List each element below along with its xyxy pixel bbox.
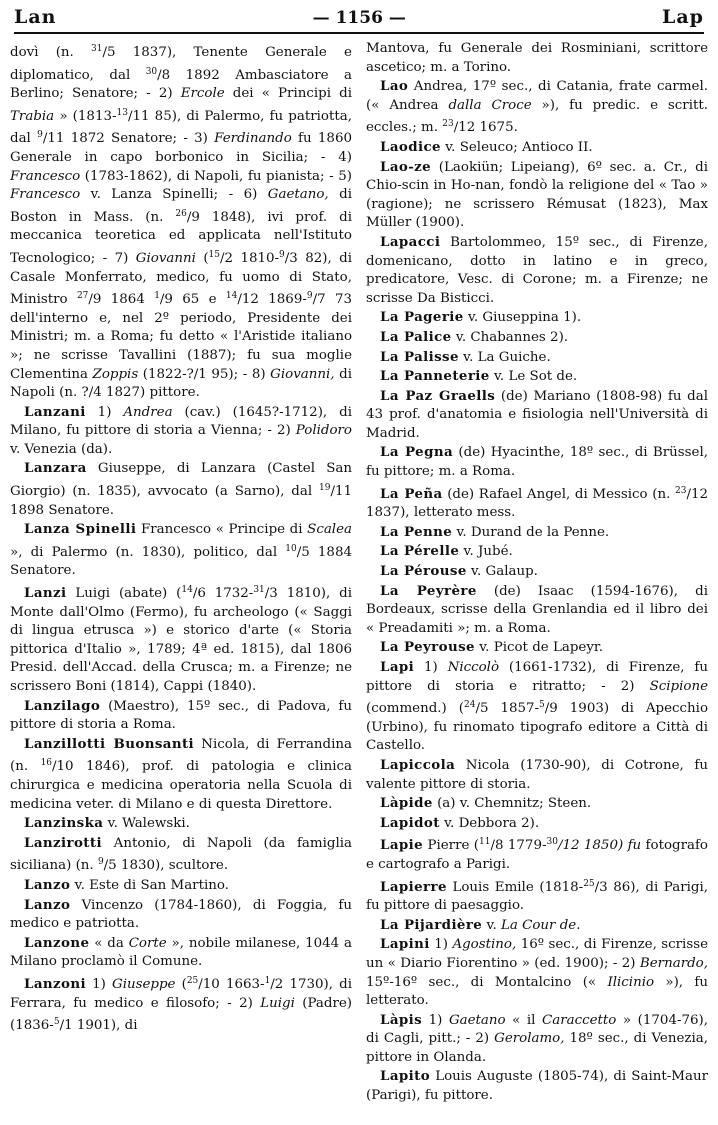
entry-text: 1) (414, 660, 448, 675)
entry-text: Andrea, 17º sec., di Catania, frate carmel. (« Andrea (366, 79, 708, 113)
entry-text: dovì (n. (10, 45, 92, 60)
headword: La Panneterie (380, 368, 490, 385)
headword: La Pérouse (380, 563, 467, 580)
entry-text: /9 1864 (88, 292, 155, 308)
left-column (10, 40, 352, 1106)
entry-text: v. Le Sot de. (489, 369, 578, 385)
entry-text: »), fu predic. e scritt. eccles.; m. (366, 97, 709, 136)
entry-text: Louis Auguste (1805-74), di Saint-Maur (Parigi), fu pittore. (366, 1069, 708, 1104)
entry-text: (de) Rafael Angel, di Messico (n. (442, 486, 675, 502)
headword: La Pérelle (380, 543, 460, 560)
dictionary-entry (366, 138, 708, 158)
dictionary-entry (366, 833, 708, 874)
entry-text: 15º-16º sec., di Montalcino (« (366, 974, 608, 990)
dictionary-entry (10, 697, 352, 735)
entry-text: Bartolommeo, 15º sec., di Firenze, domenicano, dotto in latino e in greco, predicatore, Vesc. di Corone; m. a Firenze; ne scrisse Da Bisticci. (366, 234, 708, 306)
entry-italic-text: Luigi (260, 995, 295, 1011)
headword: Lanzani (24, 403, 86, 420)
superscript: 1 (264, 975, 271, 986)
headword: Lapie (380, 837, 424, 854)
superscript: 15 (208, 249, 220, 260)
superscript: 26 (175, 208, 187, 219)
superscript: 16 (40, 758, 53, 769)
entry-text: (1661-1732), di Firenze, fu pittore di storia e ritratto; - 2) (366, 660, 708, 694)
superscript: 9 (97, 857, 104, 868)
entry-text: /8 1779- (490, 838, 547, 854)
entry-text: « da (89, 935, 129, 951)
headword: La Paz Graells (380, 387, 496, 404)
entry-text: v. Lanza Spinelli; - 6) (80, 187, 268, 203)
entry-text: (cav.) (1645?-1712), di Milano, fu pittore di storia a Vienna; - 2) (10, 404, 352, 439)
entry-text: (Padre) (1836- (10, 995, 352, 1034)
page-number: — 1156 — (312, 8, 406, 28)
dictionary-entry (366, 756, 708, 794)
entry-text: (de) Mariano (1808-98) fu dal 43 prof. d'anatomia e fisiologia nell'Università di Madrid. (366, 388, 708, 441)
entry-text: 1) (86, 976, 112, 992)
headword: Lanzone (24, 934, 90, 951)
entry-italic-text: Polidoro (295, 423, 352, 439)
entry-text: v. Chabannes 2). (451, 329, 569, 345)
entry-text: /3 86), di Parigi, fu pittore di paesaggio. (366, 879, 708, 914)
entry-italic-text: Zoppis (92, 366, 139, 382)
headword: Lanzara (24, 460, 87, 477)
headword: Lao-ze (380, 158, 432, 175)
headword: Lapiccola (380, 756, 456, 773)
dictionary-entry (366, 794, 708, 814)
headword: La Pijardière (380, 916, 483, 933)
entry-text: Luigi (abate) ( (66, 586, 182, 602)
entry-text: /9 1848), ivi prof. di meccanica teoretica ed applicata nell'Istituto Tecnologico; - 7) (10, 209, 352, 266)
entry-text: Francesco « Principe di (136, 522, 308, 538)
dictionary-entry (366, 1011, 708, 1068)
headword: Làpide (380, 795, 433, 812)
headword: La Palisse (380, 348, 459, 365)
dictionary-entry (366, 328, 708, 348)
entry-text: ( (175, 976, 187, 992)
entry-text: v. Jubé. (459, 544, 513, 560)
superscript: 25 (583, 878, 595, 889)
dictionary-entry (10, 520, 352, 581)
entry-text: v. Este di San Martino. (70, 877, 229, 893)
entry-text: » (1704-76), di Cagli, pitt.; - 2) (366, 1012, 709, 1047)
entry-italic-text: Gerolamo, (494, 1031, 565, 1047)
entry-text: Vincenzo (1784-1860), di Foggia, fu medico e patriotta. (10, 897, 352, 932)
dictionary-entry (10, 972, 352, 1036)
superscript: 14 (225, 291, 238, 302)
entry-text: Nicola, di Ferrandina (n. (10, 736, 353, 775)
entry-text: /12 1837), letterato mess. (366, 486, 708, 521)
entry-italic-text: Bernardo, (639, 955, 708, 971)
headword: Lanzirotti (24, 834, 102, 851)
entry-text: /3 82), di Casale Monferrato, medico, fu uomo di Stato, Ministro (10, 250, 353, 308)
entry-text: (a) v. Chemnitz; Steen. (432, 796, 592, 812)
dictionary-entry (366, 482, 708, 523)
entry-italic-text: Ferdinando (214, 131, 292, 147)
entry-text: (de) Hyacinthe, 18º sec., di Brüssel, fu pittore; m. a Roma. (366, 445, 708, 480)
headword: Lapini (380, 936, 430, 953)
dictionary-entry (366, 916, 708, 936)
entry-italic-text: Ercole (180, 86, 225, 102)
entry-italic-text: Giuseppe (112, 976, 176, 992)
entry-text: 16º sec., di Firenze, scrisse un « Diario Fiorentino » (ed. 1900); - 2) (366, 937, 709, 971)
headword: Lanzo (24, 876, 71, 893)
entry-italic-text: Agostino, (452, 937, 517, 953)
headword: La Pegna (380, 444, 454, 461)
entry-text: v. Picot de Lapeyr. (474, 640, 604, 656)
dictionary-entry (366, 582, 708, 639)
superscript: 31 (253, 585, 265, 596)
entry-text: /2 1810- (220, 250, 280, 266)
entry-text: fu 1860 Generale in capo borbonico in Sicilia; - 4) (10, 131, 352, 165)
headword: Lanzillotti Buonsanti (24, 735, 195, 752)
entry-text: /5 1857- (475, 701, 540, 717)
entry-italic-text: Gaetano (448, 1012, 506, 1028)
headword: Lapito (380, 1068, 431, 1085)
entry-text: (Laokiün; Lipeiang), 6º sec. a. Cr., di Chio-scin in Ho-nan, fondò la religione del « Tao » (ragione); ne scrissero Rémusat (1823), Max Müller (1900). (366, 159, 708, 231)
dictionary-entry (366, 875, 708, 916)
entry-text: dei « Principi di (224, 86, 352, 102)
headword: Lapidot (380, 814, 440, 831)
entry-text: /10 1663- (198, 976, 265, 992)
entry-text: /9 65 e (159, 292, 226, 308)
entry-text: /6 1732- (192, 586, 254, 602)
entry-italic-text: Francesco (10, 187, 81, 203)
dictionary-entry (366, 542, 708, 562)
headword: La Peyrère (380, 582, 477, 599)
superscript: 10 (285, 543, 297, 554)
headword: Lanza Spinelli (24, 521, 137, 538)
entry-text: v. Venezia (da). (10, 441, 113, 457)
entry-italic-text: Gaetano, (267, 187, 329, 203)
entry-text: (Maestro), 15º sec., di Padova, fu pittore di storia a Roma. (10, 698, 352, 733)
headword: Làpis (380, 1011, 423, 1028)
entry-text: /5 1830), scultore. (103, 858, 229, 874)
entry-italic-text: Ilicinio (607, 974, 655, 990)
entry-text: 1) (85, 404, 124, 420)
entry-italic-text: Trabia (10, 108, 55, 124)
dictionary-entry (366, 233, 708, 308)
entry-italic-text: Andrea (123, 404, 173, 420)
headword: Lapi (380, 659, 415, 675)
dictionary-entry (366, 1067, 708, 1105)
dictionary-entry (366, 523, 708, 543)
dictionary-entry (10, 876, 352, 896)
entry-italic-text: La Cour de. (500, 917, 581, 933)
entry-text: (de) Isaac (1594-1676), di Bordeaux, scrisse della Grenlandia ed il libro dei « Preadamiti »; m. a Roma. (366, 583, 708, 636)
entry-text: « il (505, 1012, 542, 1028)
entry-italic-text: Giovanni (135, 250, 196, 266)
dictionary-entry (366, 77, 708, 138)
superscript: 9 (37, 130, 43, 141)
entry-italic-text: dalla Croce (448, 97, 532, 113)
entry-text: 18º sec., di Venezia, pittore in Olanda. (366, 1031, 708, 1065)
entry-italic-text: Niccolò (447, 660, 500, 675)
dictionary-entry (366, 658, 708, 756)
headword: Lao (380, 78, 409, 95)
superscript: 24 (463, 700, 476, 711)
headword: Lanzilago (24, 697, 101, 714)
entry-continuation (366, 40, 708, 77)
headword: Laodice (380, 138, 441, 155)
dictionary-entry (366, 935, 708, 1010)
dictionary-entry (366, 158, 708, 233)
headword: La Peyrouse (380, 639, 475, 656)
dictionary-entry (10, 735, 352, 814)
entry-text: v. Galaup. (466, 564, 538, 580)
entry-text: /8 1892 Ambasciatore a Berlino; Senatore; - 2) (10, 67, 352, 102)
entry-text: /11 1872 Senatore; - 3) (42, 131, 215, 147)
entry-text: /2 1730), di Ferrara, fu medico e filosofo; - 2) (10, 976, 352, 1011)
headword: Lanzinska (24, 815, 104, 832)
superscript: 5 (539, 700, 545, 711)
entry-text: », nobile milanese, 1044 a Milano proclamò il Comune. (10, 935, 352, 970)
entry-text: Antonio, di Napoli (da famiglia siciliana) (n. (10, 835, 352, 874)
headword: La Palice (380, 328, 452, 345)
dictionary-entry (366, 443, 708, 481)
dictionary-entry (366, 348, 708, 368)
entry-text: /7 73 dell'interno e, nel 2º periodo, Presidente dei Ministri; m. a Roma; fu detto « l'Aristide italiano »; ne scrisse Tavallini (1887); fu sua moglie Clementina (10, 292, 353, 382)
superscript: 9 (279, 249, 285, 260)
dictionary-entry (10, 834, 352, 876)
entry-text: Nicola (1730-90), di Cotrone, fu valente pittore di storia. (366, 757, 708, 792)
entry-text: /10 1846), prof. di patologia e clinica chirurgica e medicina operatoria nella Scuola di medicina veter. di Milano e di questa Direttore. (10, 759, 352, 812)
superscript: 23 (442, 119, 454, 130)
entry-text: 1) (422, 1012, 449, 1028)
entry-text: Pierre ( (423, 838, 480, 854)
entry-text: v. Seleuco; Antioco II. (440, 139, 593, 155)
dictionary-entry (10, 896, 352, 934)
dictionary-entry (366, 638, 708, 658)
superscript: 9 (306, 291, 313, 302)
entry-text: (1783-1862), di Napoli, fu pianista; - 5) (80, 168, 352, 184)
headword: Lanzoni (24, 975, 86, 992)
entry-text: 1) (429, 937, 453, 953)
entry-text: v. Giuseppina 1). (463, 310, 582, 326)
entry-italic-text: Corte (128, 935, 167, 951)
entry-italic-text: Francesco (10, 168, 81, 184)
entry-text: » (1813- (54, 108, 117, 124)
right-column (366, 40, 708, 1106)
superscript: 11 (479, 837, 491, 848)
entry-italic-text: Caraccetto (542, 1012, 617, 1028)
superscript: 30 (145, 66, 158, 77)
entry-text: /11 1898 Senatore. (10, 484, 352, 518)
entry-text: », di Palermo (n. 1830), politico, dal (10, 544, 286, 560)
headword: La Pagerie (380, 309, 464, 326)
superscript: 25 (186, 975, 199, 986)
superscript: 23 (674, 485, 687, 496)
dictionary-entry (10, 459, 352, 520)
entry-text: Louis Emile (1818- (446, 879, 584, 895)
entry-text: v. (482, 917, 501, 933)
superscript: 27 (76, 291, 89, 302)
superscript: 19 (318, 483, 331, 494)
entry-text: v. Durand de la Penne. (452, 524, 610, 540)
entry-text: /9 1903) di Apecchio (Urbino), fu rinomato tipografo editore a Città di Castello. (366, 701, 709, 754)
superscript: 1 (154, 291, 160, 302)
superscript: 5 (53, 1017, 60, 1028)
superscript: 13 (116, 107, 128, 118)
superscript: 14 (181, 585, 193, 596)
dictionary-entry (10, 814, 352, 834)
headword: Lapacci (380, 233, 441, 250)
headword: Lanzo (24, 896, 71, 913)
entry-text: /5 1884 Senatore. (10, 544, 352, 579)
entry-italic-text: Scalea (307, 522, 352, 538)
entry-text: v. Walewski. (103, 816, 190, 832)
entry-text: /1 1901), di (59, 1018, 138, 1034)
superscript: 31 (91, 44, 103, 54)
entry-continuation (10, 40, 352, 403)
entry-text: (1822-?/1 95); - 8) (138, 366, 271, 382)
entry-text: Giuseppe, di Lanzara (Castel San Giorgio) (n. 1835), avvocato (a Sarno), dal (10, 461, 352, 500)
text-columns (10, 40, 708, 1106)
entry-text: fotografo e cartografo a Parigi. (366, 838, 708, 872)
dictionary-entry (10, 403, 352, 460)
entry-text: di Napoli (n. ?/4 1827) pittore. (10, 366, 352, 401)
headword: La Penne (380, 523, 453, 540)
dictionary-entry (366, 308, 708, 328)
superscript: 30 (546, 837, 558, 848)
entry-text: /5 1837), Tenente Generale e diplomatico, dal (10, 45, 352, 83)
header-right-guideword: Lap (662, 6, 704, 28)
entry-text: v. Debbora 2). (439, 815, 540, 831)
headword: La Peña (380, 485, 443, 502)
entry-text: di Boston in Mass. (n. (10, 187, 352, 225)
entry-text: /11 85), di Palermo, fu patriotta, dal (10, 108, 352, 147)
entry-text: /3 1810), di Monte dall'Olmo (Fermo), fu archeologo (« Saggi di lingua etrusca ») e storico d'arte (« Storia pittorica d'Italio », 1789; 4ª ed. 1815), dal 1806 Presid. dell'Accad. della Crusca; m. a Firenze; ne scrissero Boni (1814), Cappi (1840). (10, 586, 352, 694)
entry-italic-text: Giovanni, (270, 366, 335, 382)
entry-text: /12 1675. (453, 120, 518, 136)
header-left-guideword: Lan (14, 6, 57, 28)
entry-italic-text: /12 1850) fu (557, 838, 642, 854)
entry-italic-text: Scipione (649, 678, 708, 694)
dictionary-entry (366, 814, 708, 834)
entry-text: »), fu letterato. (366, 974, 708, 1009)
dictionary-entry (366, 562, 708, 582)
page-header (14, 6, 704, 34)
dictionary-entry (10, 581, 352, 697)
entry-text: Mantova, fu Generale dei Rosminiani, scrittore ascetico; m. a Torino. (366, 41, 708, 75)
entry-text: (commend.) ( (366, 701, 464, 717)
entry-text: /12 1869- (237, 292, 307, 308)
headword: Lanzi (24, 585, 67, 602)
entry-text: ( (195, 250, 209, 266)
dictionary-entry (366, 387, 708, 444)
entry-text: v. La Guiche. (458, 349, 551, 365)
dictionary-entry (366, 367, 708, 387)
dictionary-entry (10, 934, 352, 972)
headword: Lapierre (380, 878, 447, 895)
